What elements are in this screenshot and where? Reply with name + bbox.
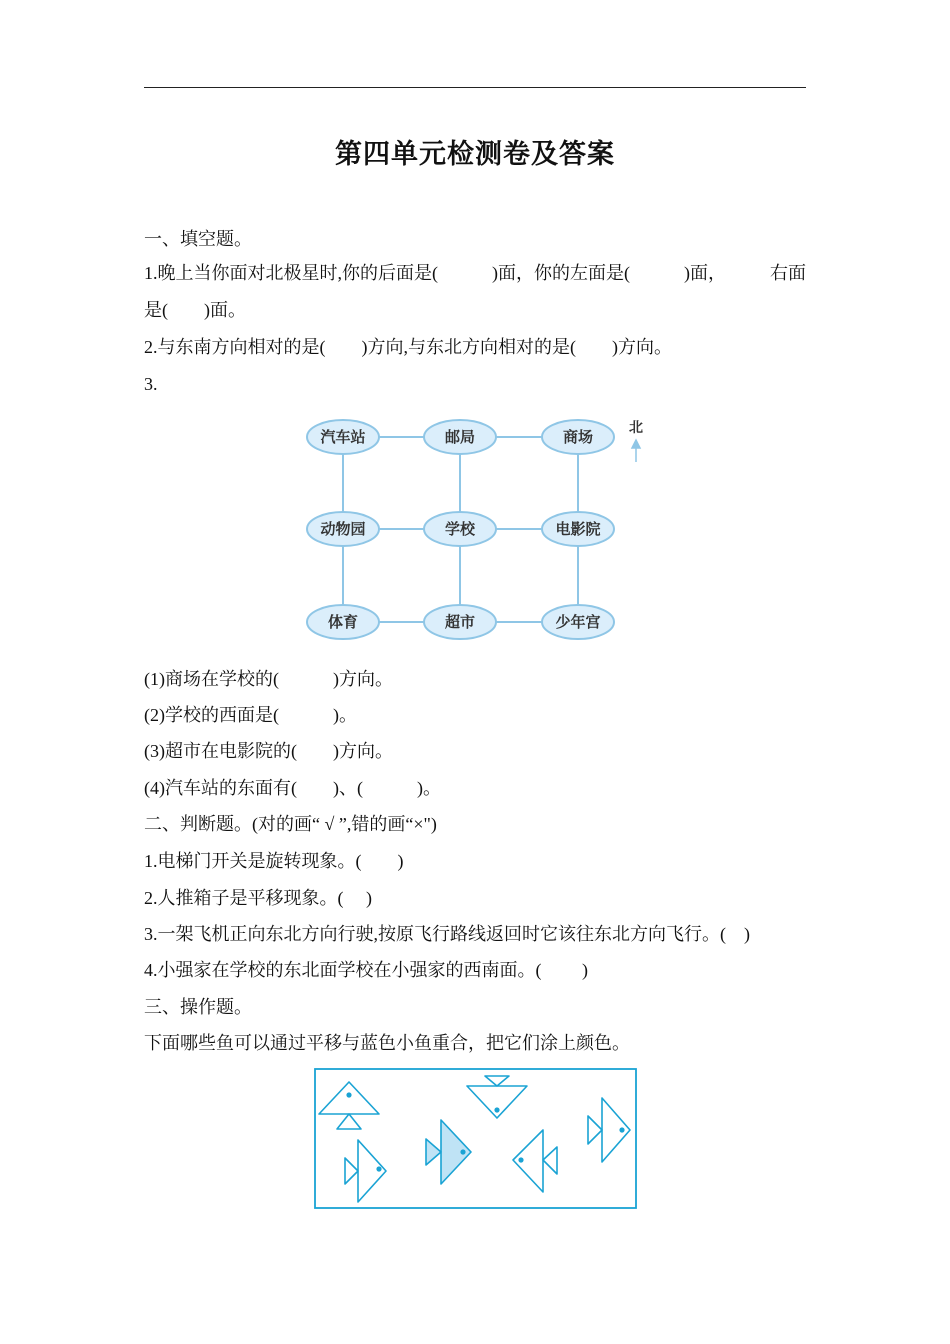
q3-sub4: (4)汽车站的东面有( )、( )。 bbox=[144, 778, 441, 798]
top-rule bbox=[144, 87, 806, 88]
map-node-label: 电影院 bbox=[555, 520, 601, 538]
section1-heading: 一、填空题。 bbox=[144, 229, 252, 249]
q3-sub1: (1)商场在学校的( )方向。 bbox=[144, 669, 393, 689]
section3-instruction: 下面哪些鱼可以通过平移与蓝色小鱼重合，把它们涂上颜色。 bbox=[144, 1033, 630, 1053]
section3-heading: 三、操作题。 bbox=[144, 997, 252, 1017]
fish-icon bbox=[513, 1130, 557, 1192]
map-node-label: 邮局 bbox=[444, 428, 476, 446]
q3-sub3: (3)超市在电影院的( )方向。 bbox=[144, 741, 393, 761]
north-label: 北 bbox=[629, 420, 643, 436]
q1-text-a: 1.晚上当你面对北极星时,你的后面是( )面，你的左面是( )面， bbox=[144, 263, 726, 283]
q1-text-b: 右面 bbox=[770, 263, 806, 283]
north-arrow-icon bbox=[632, 440, 640, 462]
judge-q1: 1.电梯门开关是旋转现象。( ) bbox=[144, 851, 404, 871]
fish-icon bbox=[467, 1076, 527, 1118]
map-node-label: 体育 bbox=[327, 613, 359, 631]
map-node-label: 学校 bbox=[444, 520, 476, 538]
map-node-label: 汽车站 bbox=[320, 428, 366, 446]
map-node-label: 商场 bbox=[562, 428, 594, 446]
judge-q4: 4.小强家在学校的东北面学校在小强家的西南面。( ) bbox=[144, 960, 588, 980]
q3-sub2: (2)学校的西面是( )。 bbox=[144, 705, 357, 725]
q2: 2.与东南方向相对的是( )方向,与东北方向相对的是( )方向。 bbox=[144, 337, 672, 357]
fish-icon bbox=[345, 1140, 386, 1202]
map-node-label: 超市 bbox=[444, 613, 476, 631]
direction-map bbox=[300, 408, 660, 648]
fish-figure bbox=[314, 1068, 638, 1210]
q1-line1 bbox=[144, 261, 806, 285]
fish-icon bbox=[319, 1082, 379, 1129]
fish-icon bbox=[588, 1098, 630, 1162]
section2-heading: 二、判断题。(对的画“ √ ”,错的画“×") bbox=[144, 814, 437, 834]
map-node-label: 少年宫 bbox=[555, 613, 601, 631]
q3-label: 3. bbox=[144, 374, 158, 394]
judge-q3: 3.一架飞机正向东北方向行驶,按原飞行路线返回时它该往东北方向飞行。( ) bbox=[144, 924, 750, 944]
judge-q2: 2.人推箱子是平移现象。( ) bbox=[144, 888, 372, 908]
page-title: 第四单元检测卷及答案 bbox=[335, 139, 615, 170]
map-node-label: 动物园 bbox=[320, 520, 366, 538]
q1-line2: 是( )面。 bbox=[144, 300, 246, 320]
blue-fish-icon bbox=[426, 1120, 471, 1184]
